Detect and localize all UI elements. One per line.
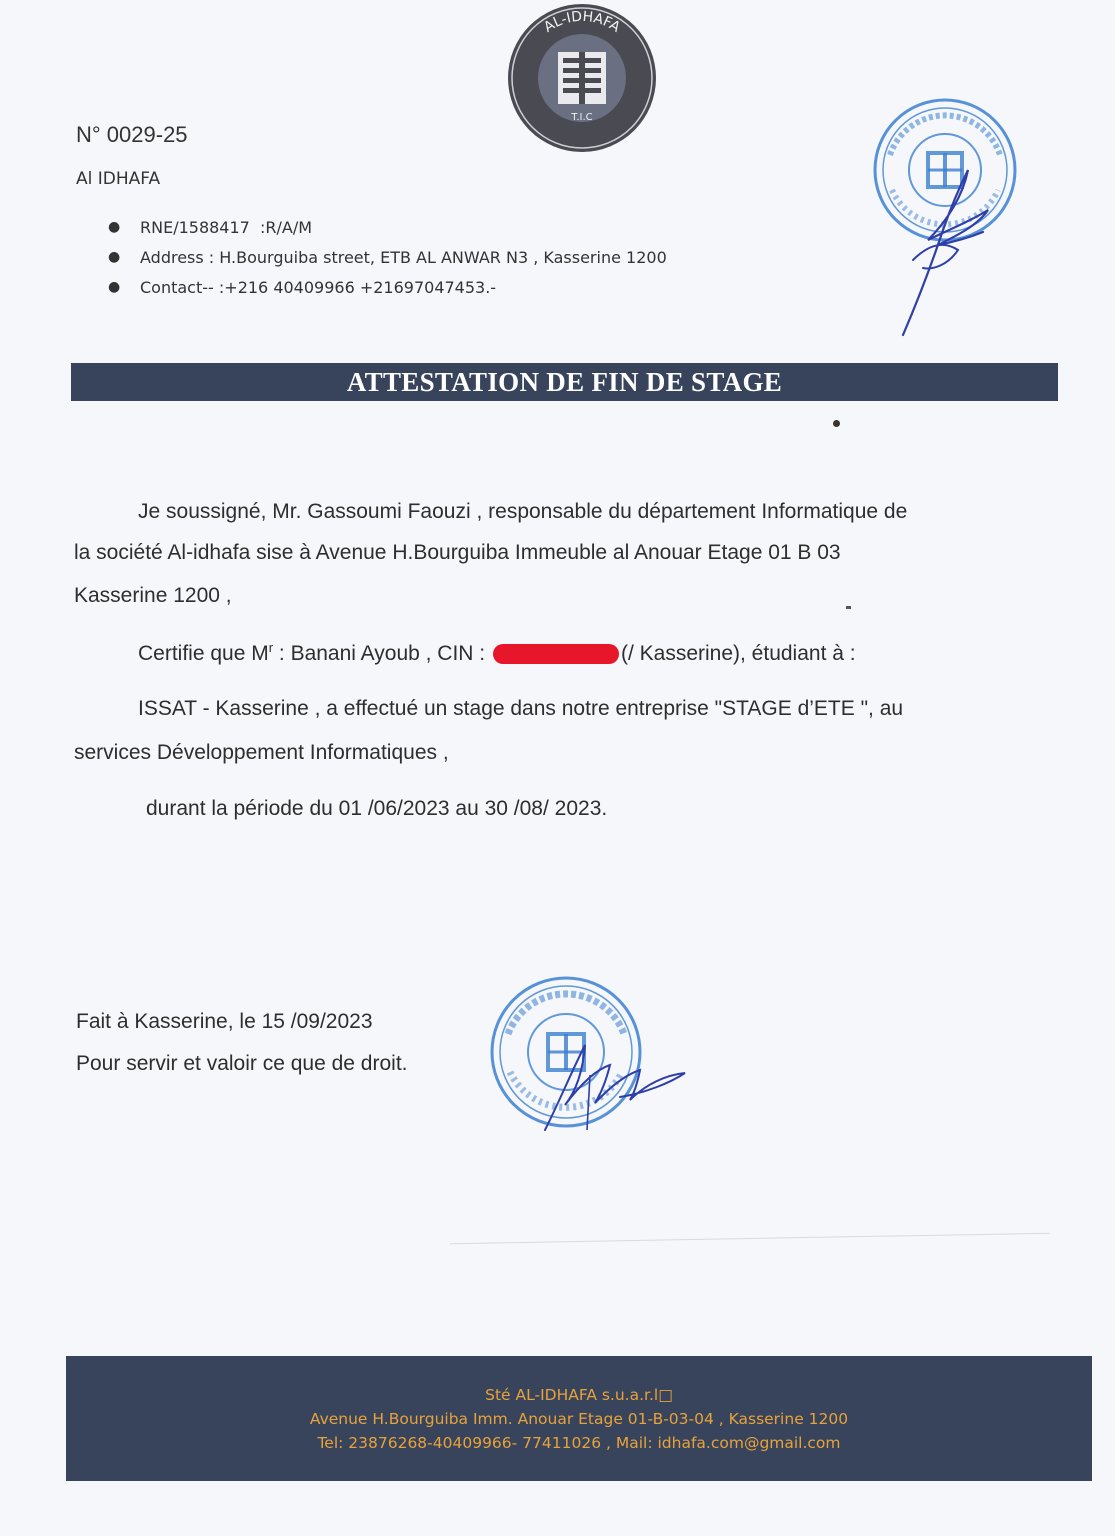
body-line-4: [138, 640, 856, 666]
cin-redaction: [493, 644, 619, 664]
footer-company: Sté AL-IDHAFA s.u.a.r.l□: [485, 1385, 673, 1404]
ink-dot: [846, 606, 851, 609]
company-name: Al IDHAFA: [76, 169, 161, 189]
title-superscript: r: [268, 640, 274, 655]
list-item: [108, 242, 667, 272]
body-line-1: Je soussigné, Mr. Gassoumi Faouzi , responsable du département Informatique de: [138, 500, 908, 523]
place-date: Fait à Kasserine, le 15 /09/2023: [76, 1010, 373, 1033]
info-value: H.Bourguiba street, ETB AL ANWAR N3 , Kasserine 1200: [219, 247, 667, 267]
footer-contact: Tel: 23876268-40409966- 77411026 , Mail: idhafa.com@gmail.com: [317, 1433, 841, 1452]
footer-banner: [66, 1356, 1092, 1481]
document-title: ATTESTATION DE FIN DE STAGE: [346, 366, 783, 397]
closing-formula: Pour servir et valoir ce que de droit.: [76, 1052, 408, 1075]
ink-dot: [833, 420, 840, 427]
city-student: (/ Kasserine), étudiant à :: [620, 642, 856, 665]
certify-text: Certifie que M: [138, 642, 269, 665]
body-line-5: ISSAT - Kasserine , a effectué un stage dans notre entreprise "STAGE d’ETE ", au: [138, 697, 904, 720]
info-label: Address :: [140, 247, 215, 267]
signature-bottom: [525, 1015, 690, 1135]
body-line-7: durant la période du 01 /06/2023 au 30 /08/ 2023.: [146, 797, 608, 820]
bullet-icon: ●: [108, 249, 121, 265]
company-logo: [503, 2, 661, 154]
reference-number: N° 0029-25: [76, 122, 188, 147]
svg-text:T.I.C: T.I.C: [571, 112, 593, 123]
svg-text:AL-IDHAFA: AL-IDHAFA: [541, 8, 623, 36]
bullet-icon: ●: [108, 279, 121, 295]
bullet-icon: ●: [108, 219, 121, 235]
info-label: Contact--: [140, 277, 214, 297]
list-item: [108, 212, 667, 242]
title-banner: [71, 363, 1058, 401]
body-line-2: la société Al-idhafa sise à Avenue H.Bourguiba Immeuble al Anouar Etage 01 B 03: [74, 541, 841, 564]
list-item: [108, 272, 667, 302]
info-value: :+216 40409966 +21697047453.-: [218, 277, 497, 297]
faint-line: [450, 1233, 1050, 1244]
info-value: :R/A/M: [260, 217, 313, 237]
signature-top: [888, 150, 1003, 340]
body-line-3: Kasserine 1200 ,: [74, 584, 232, 607]
student-name-cin: : Banani Ayoub , CIN :: [273, 642, 491, 665]
info-label: RNE/1588417: [140, 217, 250, 237]
footer-address: Avenue H.Bourguiba Imm. Anouar Etage 01-B-03-04 , Kasserine 1200: [309, 1409, 849, 1428]
body-line-6: services Développement Informatiques ,: [74, 741, 449, 764]
company-info-list: [108, 212, 667, 302]
